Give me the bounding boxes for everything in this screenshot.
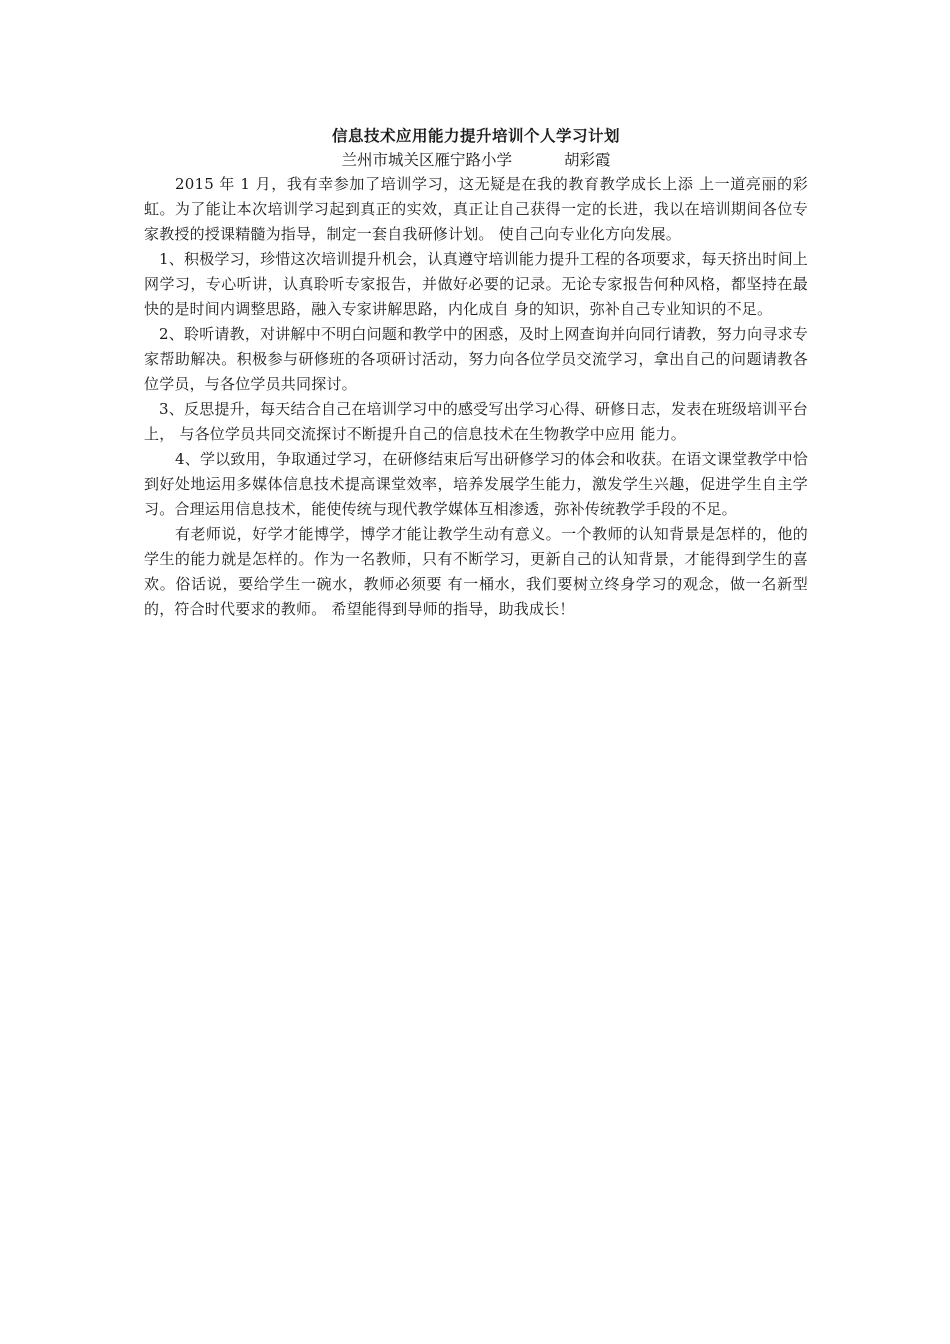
- paragraph-conclusion: 有老师说，好学才能博学，博学才能让教学生动有意义。一个教师的认知背景是怎样的，他的学生的能力就是怎样的。作为一名教师，只有不断学习，更新自己的认知背景，才能得到学生的喜欢。俗话说，要给学生一碗水，教师必须要 有一桶水，我们要树立终身学习的观念，做一名新型的，符合时代要求的教师。 希望能得到导师的指导，助我成长！: [144, 525, 808, 618]
- paragraph-item-2: 2、聆听请教，对讲解中不明白问题和教学中的困惑，及时上网查询并向同行请教，努力向寻求专家帮助解决。积极参与研修班的各项研讨活动，努力向各位学员交流学习，拿出自己的问题请教各位学员，与各位学员共同探讨。: [144, 325, 808, 393]
- paragraph-item-3: 3、反思提升，每天结合自己在培训学习中的感受写出学习心得、研修日志，发表在班级培训平台上， 与各位学员共同交流探讨不断提升自己的信息技术在生物教学中应用 能力。: [144, 400, 808, 443]
- school-name: 兰州市城关区雁宁路小学: [341, 151, 512, 169]
- document-byline: [144, 148, 808, 172]
- paragraph-item-4: 4、学以致用，争取通过学习，在研修结束后写出研修学习的体会和收获。在语文课堂教学中恰到好处地运用多媒体信息技术提高课堂效率，培养发展学生能力，激发学生兴趣，促进学生自主学习。合理运用信息技术，能使传统与现代教学媒体互相渗透，弥补传统教学手段的不足。: [144, 450, 808, 518]
- document-page: [144, 124, 808, 622]
- author-name: 胡彩霞: [564, 151, 611, 169]
- paragraph-intro: 2015 年 1 月，我有幸参加了培训学习，这无疑是在我的教育教学成长上添 上一道亮丽的彩虹。为了能让本次培训学习起到真正的实效，真正让自己获得一定的长进，我以在培训期间各位专家教授的授课精髓为指导，制定一套自我研修计划。 使自己向专业化方向发展。: [144, 175, 808, 243]
- paragraph-item-1: 1、积极学习，珍惜这次培训提升机会，认真遵守培训能力提升工程的各项要求，每天挤出时间上网学习，专心听讲，认真聆听专家报告，并做好必要的记录。无论专家报告何种风格，都坚持在最快的是时间内调整思路，融入专家讲解思路，内化成自 身的知识，弥补自己专业知识的不足。: [144, 250, 808, 318]
- document-title: 信息技术应用能力提升培训个人学习计划: [331, 126, 620, 145]
